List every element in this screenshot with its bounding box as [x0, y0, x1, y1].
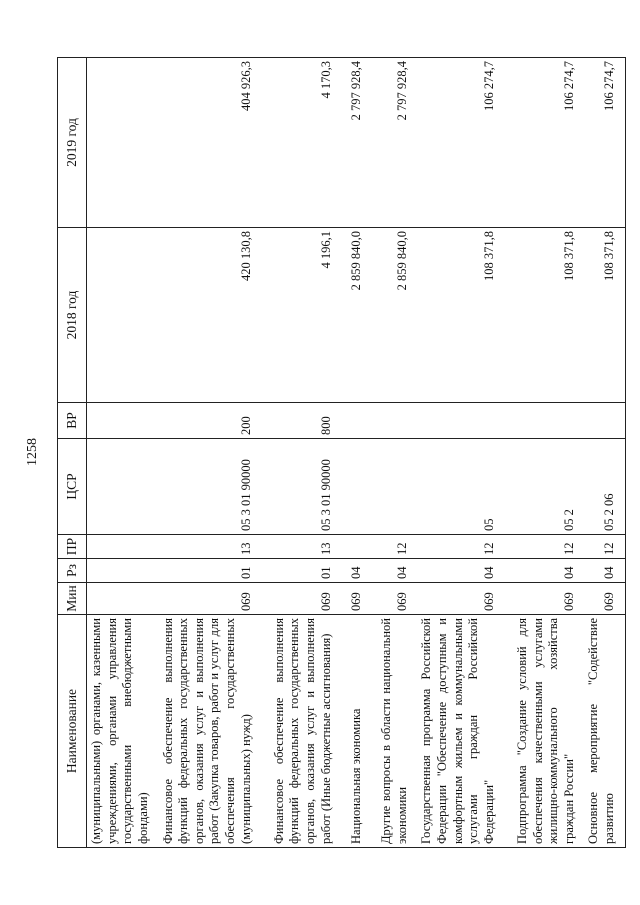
table-row [371, 58, 417, 848]
budget-table [57, 57, 626, 848]
table-row [87, 58, 159, 848]
row-2019: 106 274,7 [584, 58, 625, 228]
row-2018: 2 859 840,0 [371, 228, 417, 403]
row-2018 [87, 228, 159, 403]
row-csr: 05 3 01 90000 [159, 439, 262, 535]
row-csr [341, 439, 371, 535]
row-pr: 13 [261, 535, 341, 559]
page-number: 1258 [25, 438, 40, 466]
row-2018: 4 196,1 [261, 228, 341, 403]
header-csr: ЦСР [58, 439, 87, 535]
table-row [417, 58, 504, 848]
row-min: 069 [504, 583, 584, 615]
row-pr: 13 [159, 535, 262, 559]
row-csr: 05 [417, 439, 504, 535]
row-name: Финансовое обеспечение выполнения функций федеральных государственных органов, оказания услуг и выполнения работ (Закупка товаров, работ и услуг для обеспечения государственных (муниципальных) нужд) [159, 615, 262, 848]
row-rz [87, 559, 159, 583]
header-2018: 2018 год [58, 228, 87, 403]
row-vr [341, 403, 371, 439]
row-2019: 4 170,3 [261, 58, 341, 228]
row-vr [504, 403, 584, 439]
row-rz: 04 [371, 559, 417, 583]
rotated-page-content [57, 58, 616, 848]
row-rz: 04 [341, 559, 371, 583]
row-name: Подпрограмма "Создание условий для обеспечения качественными услугами жилищно-коммунального хозяйства граждан России" [504, 615, 584, 848]
row-2019 [87, 58, 159, 228]
row-min: 069 [341, 583, 371, 615]
row-rz: 04 [584, 559, 625, 583]
row-name: (муниципальными) органами, казенными учреждениями, органами управления государственными внебюджетными фондами) [87, 615, 159, 848]
row-2018: 2 859 840,0 [341, 228, 371, 403]
row-rz: 04 [504, 559, 584, 583]
row-2018: 108 371,8 [417, 228, 504, 403]
row-min: 069 [371, 583, 417, 615]
table-row [504, 58, 584, 848]
row-csr: 05 3 01 90000 [261, 439, 341, 535]
row-name: Основное мероприятие "Содействие развитию [584, 615, 625, 848]
row-2018: 108 371,8 [584, 228, 625, 403]
row-pr [341, 535, 371, 559]
table-header-row [58, 58, 87, 848]
row-name: Национальная экономика [341, 615, 371, 848]
header-pr: ПР [58, 535, 87, 559]
row-pr: 12 [504, 535, 584, 559]
row-2019: 106 274,7 [417, 58, 504, 228]
row-name: Финансовое обеспечение выполнения функций федеральных государственных органов, оказания услуг и выполнения работ (Иные бюджетные ассигнования) [261, 615, 341, 848]
row-rz: 01 [261, 559, 341, 583]
row-vr: 200 [159, 403, 262, 439]
row-2019: 106 274,7 [504, 58, 584, 228]
header-rz: Рз [58, 559, 87, 583]
row-csr: 05 2 06 [584, 439, 625, 535]
row-vr [87, 403, 159, 439]
row-min: 069 [159, 583, 262, 615]
row-min: 069 [261, 583, 341, 615]
row-vr [417, 403, 504, 439]
row-csr: 05 2 [504, 439, 584, 535]
row-pr [87, 535, 159, 559]
header-2019: 2019 год [58, 58, 87, 228]
table-row [341, 58, 371, 848]
row-2019: 404 926,3 [159, 58, 262, 228]
header-min: Мин [58, 583, 87, 615]
row-vr [371, 403, 417, 439]
row-min: 069 [417, 583, 504, 615]
row-rz: 04 [417, 559, 504, 583]
row-csr [371, 439, 417, 535]
table-row [584, 58, 625, 848]
row-2018: 108 371,8 [504, 228, 584, 403]
row-pr: 12 [371, 535, 417, 559]
row-2019: 2 797 928,4 [371, 58, 417, 228]
header-name: Наименование [58, 615, 87, 848]
table-row [261, 58, 341, 848]
row-min [87, 583, 159, 615]
row-vr [584, 403, 625, 439]
row-2018: 420 130,8 [159, 228, 262, 403]
row-pr: 12 [417, 535, 504, 559]
row-rz: 01 [159, 559, 262, 583]
table-row [159, 58, 262, 848]
row-pr: 12 [584, 535, 625, 559]
header-vr: ВР [58, 403, 87, 439]
row-name: Государственная программа Российской Федерации "Обеспечение доступным и комфортным жильем и коммунальными услугами граждан Российской Федерации" [417, 615, 504, 848]
row-min: 069 [584, 583, 625, 615]
row-csr [87, 439, 159, 535]
row-name: Другие вопросы в области национальной экономики [371, 615, 417, 848]
row-2019: 2 797 928,4 [341, 58, 371, 228]
row-vr: 800 [261, 403, 341, 439]
